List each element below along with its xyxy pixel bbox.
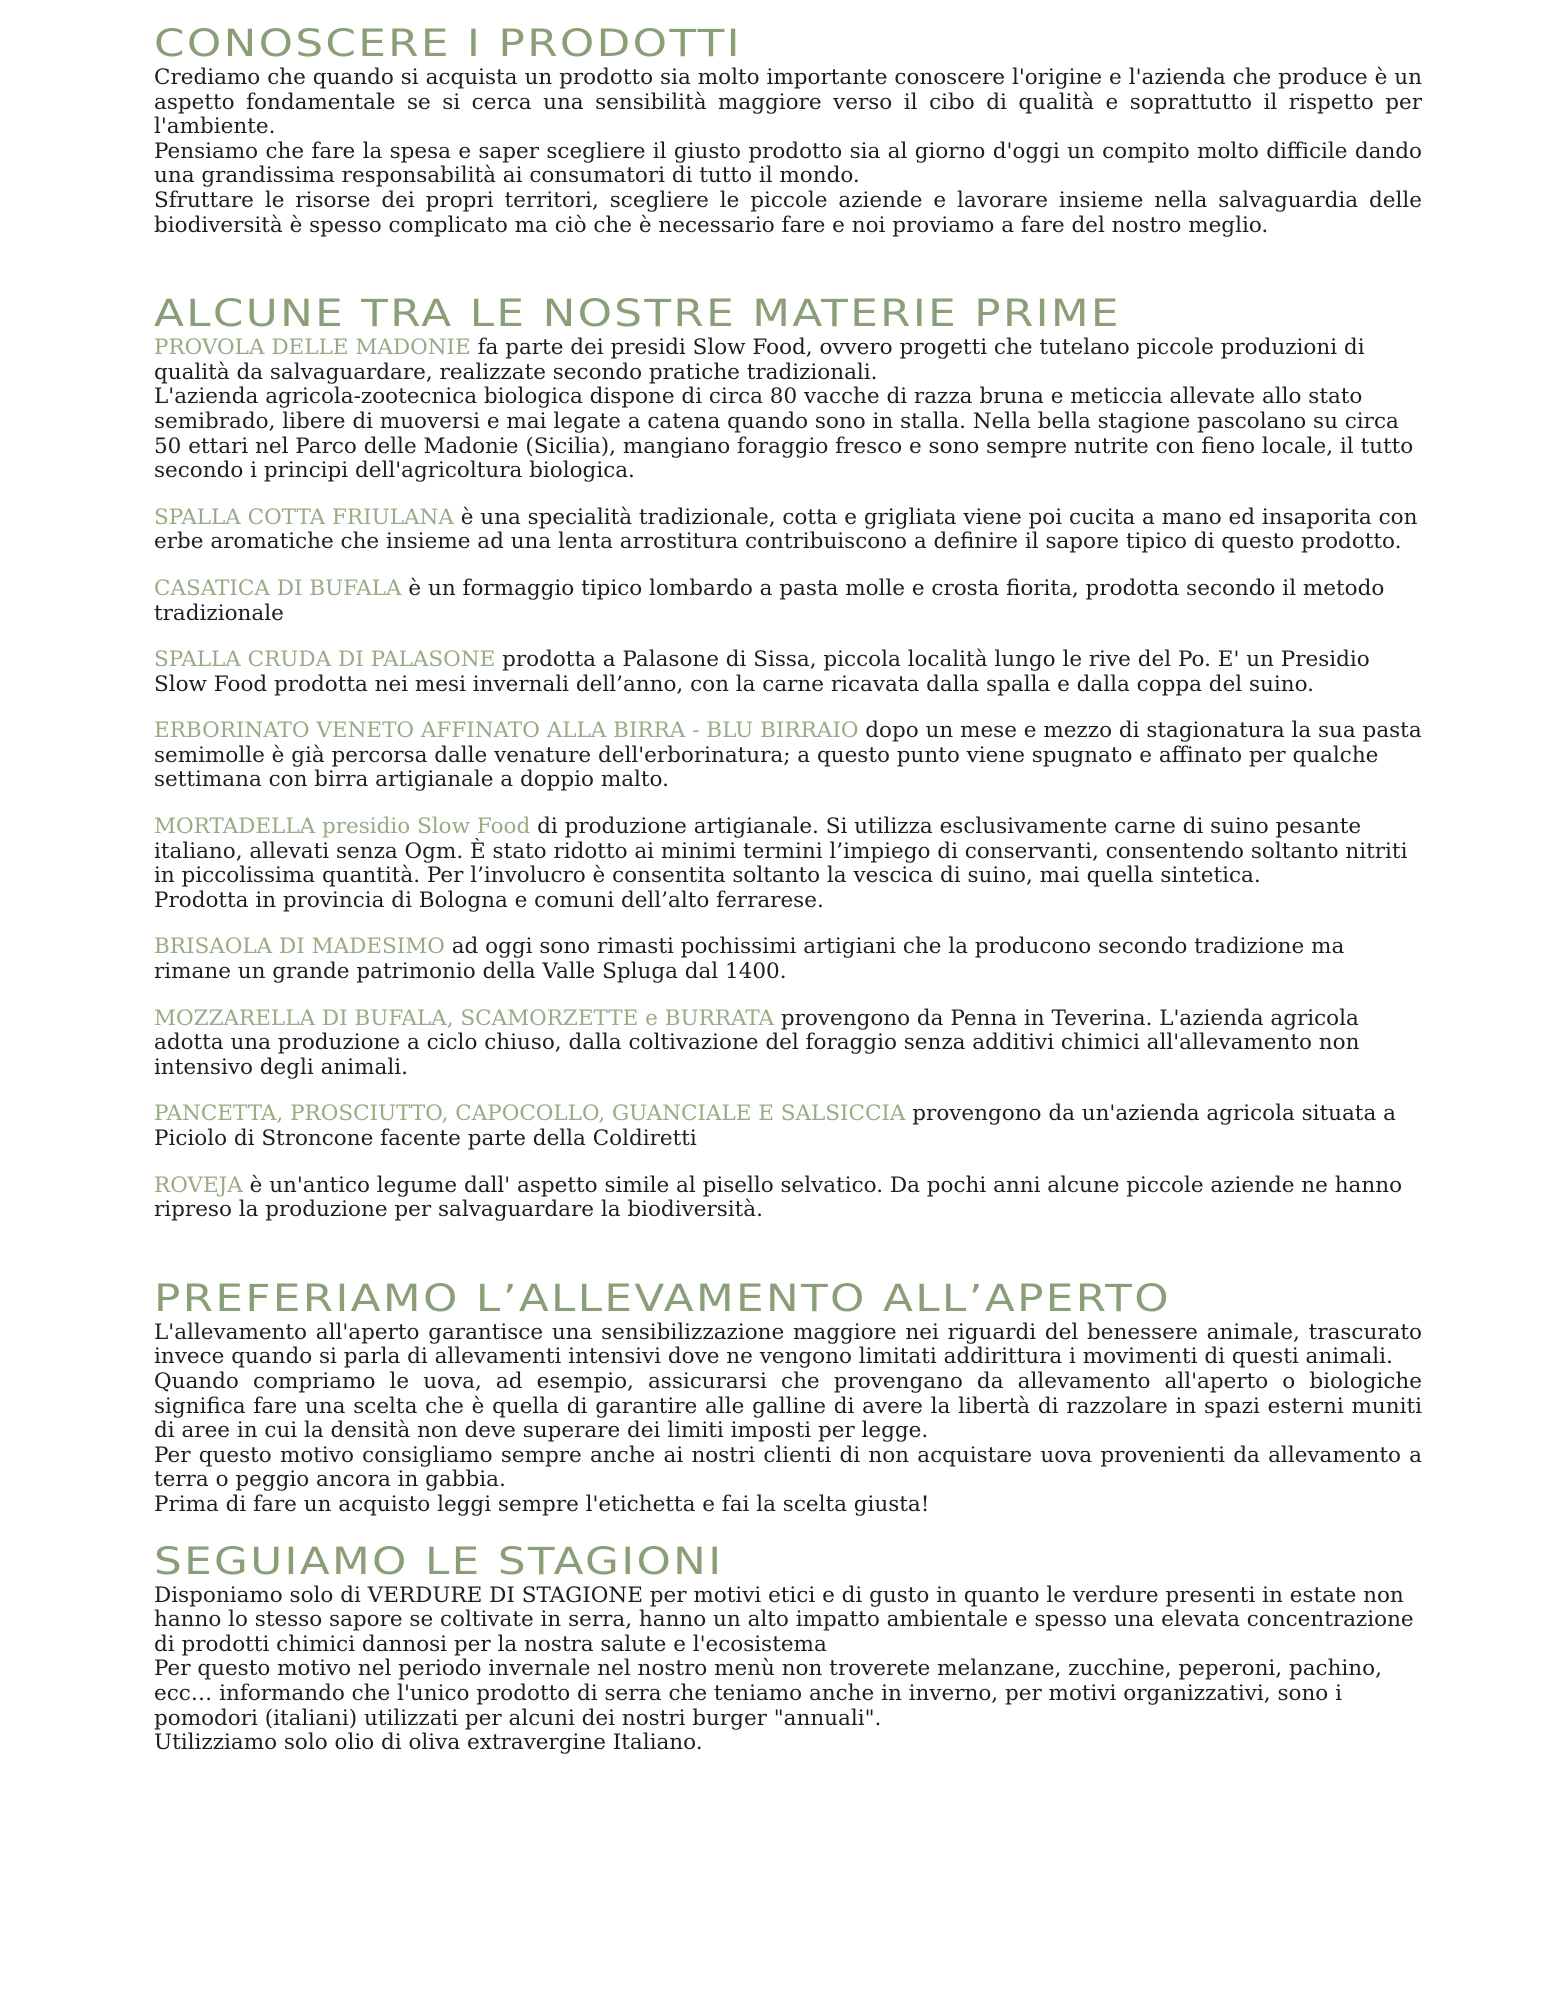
paragraph: Prima di fare un acquisto leggi sempre l'etichetta e fai la scelta giusta! (154, 1491, 930, 1517)
product-extra: L'azienda agricola-zootecnica biologica dispone di circa 80 vacche di razza bruna e meticcia allevate allo stato semibrado, libere di muoversi e mai legate a catena quando sono in stalla. Nella bella stagione pascolano su circa 50 ettari nel Parco delle Madonie (Sicilia), mangiano foraggio fresco e sono sempre nutrite con fieno locale, il tutto secondo i principi dell'agricoltura biologica. (154, 384, 1414, 484)
product-name: SPALLA COTTA FRIULANA (154, 504, 454, 530)
document-page (154, 22, 1422, 1756)
product-item (154, 648, 1422, 697)
product-extra: Prodotta in provincia di Bologna e comuni dell’alto ferrarese. (154, 887, 824, 913)
section-heading-conoscere: CONOSCERE I PRODOTTI (154, 22, 742, 65)
product-name: SPALLA CRUDA DI PALASONE (154, 647, 496, 673)
paragraph: Per questo motivo nel periodo invernale nel nostro menù non troverete melanzane, zucchine, peperoni, pachino, ecc… informando che l'unico prodotto di serra che teniamo anche in inverno, per motivi organizzativi, sono i pomodori (italiani) utilizzati per alcuni dei nostri burger "annuali". (154, 1656, 1382, 1731)
section-heading-stagioni: SEGUIAMO LE STAGIONI (154, 1539, 724, 1583)
paragraph: Quando compriamo le uova, ad esempio, assicurarsi che provengano da allevamento all'aperto o biologiche significa fare una scelta che è quella di garantire alle galline di avere la libertà di razzolare in spazi esterni muniti di aree in cui la densità non deve superare dei limiti imposti per legge. (154, 1368, 1422, 1444)
product-description: dopo un mese e mezzo di stagionatura la sua pasta semimolle è già percorsa dalle venature dell'erborinatura; a questo punto viene spugnato e affinato per qualche settimana con birra artigianale a doppio malto. (154, 718, 1422, 793)
paragraph: Disponiamo solo di VERDURE DI STAGIONE per motivi etici e di gusto in quanto le verdure presenti in estate non hanno lo stesso sapore se coltivate in serra, hanno un alto impatto ambientale e spesso una elevata concentrazione di prodotti chimici dannosi per la nostra salute e l'ecosistema (154, 1582, 1414, 1657)
product-item (154, 1102, 1422, 1151)
product-description: provengono da un'azienda agricola situata a Piciolo di Stroncone facente parte della Coldiretti (154, 1101, 1396, 1151)
product-item (154, 336, 1422, 385)
product-name: PANCETTA, PROSCIUTTO, CAPOCOLLO, GUANCIALE E SALSICCIA (154, 1101, 906, 1127)
product-description: ad oggi sono rimasti pochissimi artigiani che la producono secondo tradizione ma rimane un grande patrimonio della Valle Spluga dal 1400. (154, 934, 1345, 985)
product-item (154, 577, 1422, 626)
product-description: è una specialità tradizionale, cotta e grigliata viene poi cucita a mano ed insaporita con erbe aromatiche che insieme ad una lenta arrostitura contribuiscono a definire il sapore tipico di questo prodotto. (154, 504, 1418, 555)
product-description: prodotta a Palasone di Sissa, piccola località lungo le rive del Po. E' un Presidio Slow Food prodotta nei mesi invernali dell’anno, con la carne ricavata dalla spalla e dalla coppa del suino. (154, 647, 1370, 697)
paragraph: Sfruttare le risorse dei propri territori, scegliere le piccole aziende e lavorare insieme nella salvaguardia delle biodiversità è spesso complicato ma ciò che è necessario fare e noi proviamo a fare del nostro meglio. (154, 187, 1422, 238)
product-name: CASATICA DI BUFALA (154, 575, 402, 601)
product-name: MOZZARELLA DI BUFALA, SCAMORZETTE e BURRATA (154, 1005, 775, 1031)
product-name: ERBORINATO VENETO AFFINATO ALLA BIRRA - BLU BIRRAIO (154, 718, 859, 744)
product-description: è un'antico legume dall' aspetto simile al pisello selvatico. Da pochi anni alcune piccole aziende ne hanno ripreso la produzione per salvaguardare la biodiversità. (154, 1172, 1403, 1223)
product-description: è un formaggio tipico lombardo a pasta molle e crosta fiorita, prodotta secondo il metodo tradizionale (154, 575, 1385, 626)
product-item (154, 1007, 1422, 1081)
paragraph: Per questo motivo consigliamo sempre anche ai nostri clienti di non acquistare uova provenienti da allevamento a terra o peggio ancora in gabbia. (154, 1442, 1422, 1493)
product-item (154, 719, 1422, 793)
product-description: provengono da Penna in Teverina. L'azienda agricola adotta una produzione a ciclo chiuso, dalla coltivazione del foraggio senza additivi chimici all'allevamento non intensivo degli animali. (154, 1005, 1360, 1080)
product-description: fa parte dei presidi Slow Food, ovvero progetti che tutelano piccole produzioni di qualità da salvaguardare, realizzate secondo pratiche tradizionali. (154, 335, 1365, 385)
paragraph: Pensiamo che fare la spesa e saper scegliere il giusto prodotto sia al giorno d'oggi un compito molto difficile dando una grandissima responsabilità ai consumatori di tutto il mondo. (154, 138, 1422, 189)
product-item (154, 935, 1422, 984)
paragraph: Crediamo che quando si acquista un prodotto sia molto importante conoscere l'origine e l'azienda che produce è un aspetto fondamentale se si cerca una sensibilità maggiore verso il cibo di qualità e soprattutto il rispetto per l'ambiente. (154, 65, 1422, 140)
product-item (154, 815, 1422, 889)
paragraph: L'allevamento all'aperto garantisce una sensibilizzazione maggiore nei riguardi del benessere animale, trascurato invece quando si parla di allevamenti intensivi dove ne vengono limitati addirittura i movimenti di questi animali. (154, 1319, 1422, 1370)
paragraph: Utilizziamo solo olio di oliva extravergine Italiano. (154, 1730, 703, 1756)
product-item (154, 1174, 1422, 1223)
section-heading-materie-prime: ALCUNE TRA LE NOSTRE MATERIE PRIME (154, 292, 1121, 336)
product-description: di produzione artigianale. Si utilizza esclusivamente carne di suino pesante italiano, allevati senza Ogm. È stato ridotto ai minimi termini l’impiego di conservanti, consentendo soltanto nitriti in piccolissima quantità. Per l’involucro è consentita soltanto la vescica di suino, mai quella sintetica. (154, 814, 1408, 889)
product-name: ROVEJA (154, 1172, 243, 1198)
product-name: MORTADELLA presidio Slow Food (154, 814, 531, 840)
product-name: BRISAOLA DI MADESIMO (154, 934, 445, 960)
section-heading-allevamento: PREFERIAMO L’ALLEVAMENTO ALL’APERTO (154, 1276, 1171, 1320)
product-item (154, 506, 1422, 555)
product-name: PROVOLA DELLE MADONIE (154, 335, 471, 361)
